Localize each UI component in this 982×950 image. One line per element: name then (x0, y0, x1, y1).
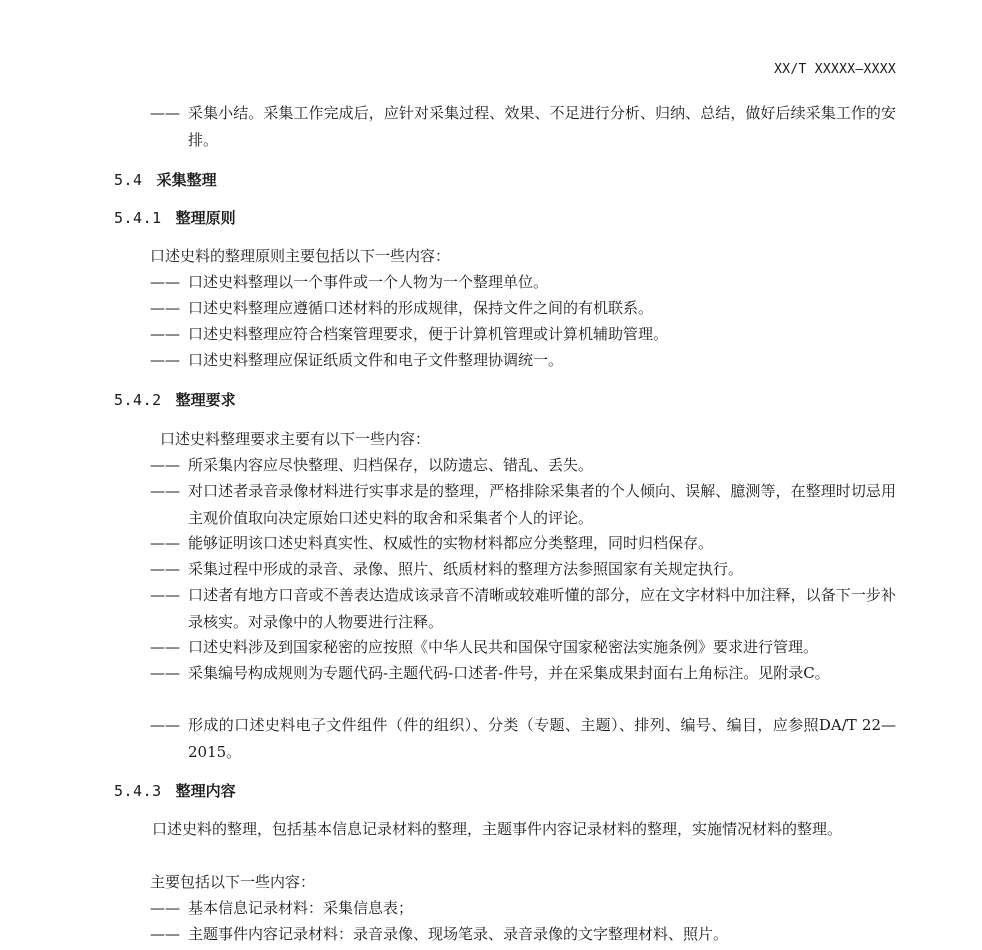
list-item-text: 口述史料涉及到国家秘密的应按照《中华人民共和国保守国家秘密法实施条例》要求进行管理。 (188, 638, 819, 656)
dash-marker: —— (150, 104, 180, 122)
list-item-text: 口述史料整理应符合档案管理要求，便于计算机管理或计算机辅助管理。 (188, 325, 669, 343)
section-heading-5-4-3: 5.4.3 整理内容 (114, 782, 236, 800)
list-item-text: 口述史料整理以一个事件或一个人物为一个整理单位。 (188, 273, 549, 291)
list-item-text: 采集编号构成规则为专题代码-主题代码-口述者-件号，并在采集成果封面右上角标注。见附录C。 (188, 664, 830, 682)
dash-marker: —— (150, 273, 180, 291)
dash-marker: —— (150, 560, 180, 578)
section-intro: 主要包括以下一些内容： (150, 873, 316, 891)
dash-marker: —— (150, 351, 180, 369)
section-paragraph: 口述史料的整理，包括基本信息记录材料的整理，主题事件内容记录材料的整理，实施情况材料的整理。 (152, 820, 843, 838)
dash-marker: —— (150, 482, 180, 500)
list-item-text: 采集过程中形成的录音、录像、照片、纸质材料的整理方法参照国家有关规定执行。 (188, 560, 744, 578)
section-intro: 口述史料整理要求主要有以下一些内容： (160, 430, 431, 448)
list-item-text: 采集小结。采集工作完成后，应针对采集过程、效果、不足进行分析、归纳、总结，做好后续采集工作的安排。 (188, 104, 896, 149)
dash-marker: —— (150, 325, 180, 343)
dash-marker: —— (150, 586, 180, 604)
list-item-text: 基本信息记录材料：采集信息表； (188, 899, 414, 917)
list-item-text: 口述史料整理应遵循口述材料的形成规律，保持文件之间的有机联系。 (188, 299, 654, 317)
document-code: XX/T XXXXX—XXXX (774, 62, 896, 77)
dash-marker: —— (150, 456, 180, 474)
list-item-text: 口述史料整理应保证纸质文件和电子文件整理协调统一。 (188, 351, 564, 369)
section-heading-5-4-1: 5.4.1 整理原则 (114, 209, 236, 227)
dash-marker: —— (150, 925, 180, 943)
section-heading-5-4-2: 5.4.2 整理要求 (114, 391, 236, 409)
dash-marker: —— (150, 534, 180, 552)
dash-marker: —— (150, 638, 180, 656)
list-item-text: 形成的口述史料电子文件组件（件的组织）、分类（专题、主题）、排列、编号、编目，应参照DA/T 22—2015。 (188, 716, 896, 761)
dash-marker: —— (150, 664, 180, 682)
dash-marker: —— (150, 899, 180, 917)
list-item-text: 能够证明该口述史料真实性、权威性的实物材料都应分类整理，同时归档保存。 (188, 534, 714, 552)
list-item-text: 主题事件内容记录材料：录音录像、现场笔录、录音录像的文字整理材料、照片。 (188, 925, 729, 943)
list-item-text: 口述者有地方口音或不善表达造成该录音不清晰或较难听懂的部分，应在文字材料中加注释，以备下一步补录核实。对录像中的人物要进行注释。 (188, 586, 896, 631)
section-intro: 口述史料的整理原则主要包括以下一些内容： (150, 247, 451, 265)
dash-marker: —— (150, 299, 180, 317)
list-item-text: 对口述者录音录像材料进行实事求是的整理，严格排除采集者的个人倾向、误解、臆测等，在整理时切忌用主观价值取向决定原始口述史料的取舍和采集者个人的评论。 (188, 482, 896, 527)
section-heading-5-4: 5.4 采集整理 (114, 171, 217, 189)
dash-marker: —— (150, 716, 180, 734)
list-item-text: 所采集内容应尽快整理、归档保存，以防遗忘、错乱、丢失。 (188, 456, 594, 474)
